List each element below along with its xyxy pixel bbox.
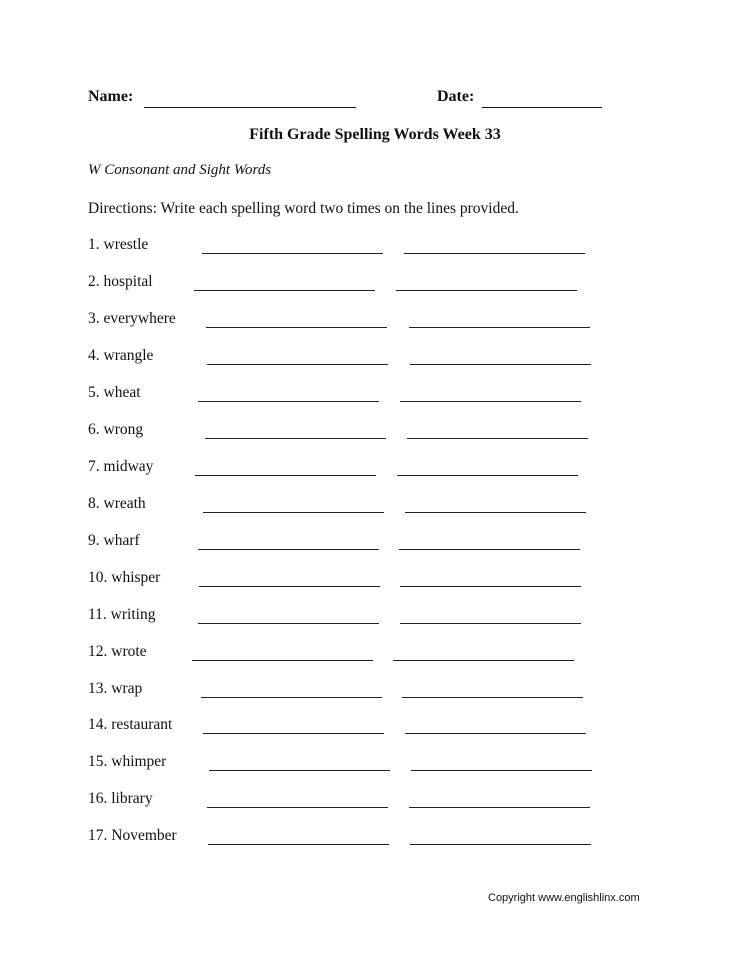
word-row — [88, 569, 648, 593]
directions-text: Directions: Write each spelling word two times on the lines provided. — [88, 200, 519, 217]
writing-line-1 — [205, 438, 386, 439]
word-row — [88, 458, 648, 482]
writing-line-2 — [400, 586, 581, 587]
writing-line-2 — [409, 327, 590, 328]
spelling-word: 1. wrestle — [88, 236, 149, 253]
name-label: Name: — [88, 88, 134, 105]
word-row — [88, 753, 648, 777]
writing-line-1 — [209, 770, 390, 771]
spelling-word: 4. wrangle — [88, 347, 154, 364]
date-label: Date: — [437, 88, 475, 105]
spelling-word: 10. whisper — [88, 569, 161, 586]
spelling-word: 17. November — [88, 827, 177, 844]
writing-line-2 — [405, 733, 586, 734]
writing-line-2 — [399, 549, 580, 550]
writing-line-1 — [207, 364, 388, 365]
writing-line-1 — [195, 475, 376, 476]
writing-line-1 — [192, 660, 373, 661]
spelling-word: 5. wheat — [88, 384, 141, 401]
word-row — [88, 680, 648, 704]
writing-line-1 — [194, 290, 375, 291]
writing-line-2 — [409, 807, 590, 808]
writing-line-1 — [203, 512, 384, 513]
worksheet-title: Fifth Grade Spelling Words Week 33 — [249, 126, 501, 143]
word-row — [88, 606, 648, 630]
writing-line-1 — [207, 807, 388, 808]
writing-line-1 — [206, 327, 387, 328]
word-row — [88, 643, 648, 667]
spelling-word: 9. wharf — [88, 532, 140, 549]
word-row — [88, 273, 648, 297]
spelling-word: 8. wreath — [88, 495, 146, 512]
spelling-word: 13. wrap — [88, 680, 143, 697]
word-row — [88, 236, 648, 260]
word-row — [88, 495, 648, 519]
writing-line-1 — [201, 697, 382, 698]
spelling-word: 14. restaurant — [88, 716, 173, 733]
writing-line-1 — [208, 844, 389, 845]
copyright-text: Copyright www.englishlinx.com — [488, 892, 640, 904]
writing-line-1 — [198, 623, 379, 624]
word-row — [88, 716, 648, 740]
spelling-word: 11. writing — [88, 606, 156, 623]
spelling-word: 12. wrote — [88, 643, 147, 660]
writing-line-1 — [198, 549, 379, 550]
spelling-word: 16. library — [88, 790, 153, 807]
word-row — [88, 384, 648, 408]
writing-line-2 — [400, 623, 581, 624]
word-row — [88, 347, 648, 371]
writing-line-2 — [393, 660, 574, 661]
writing-line-2 — [411, 770, 592, 771]
writing-line-2 — [407, 438, 588, 439]
writing-line-2 — [404, 253, 585, 254]
spelling-word: 3. everywhere — [88, 310, 176, 327]
writing-line-2 — [402, 697, 583, 698]
word-row — [88, 532, 648, 556]
word-row — [88, 421, 648, 445]
spelling-word: 7. midway — [88, 458, 154, 475]
writing-line-2 — [405, 512, 586, 513]
worksheet-subtitle: W Consonant and Sight Words — [88, 162, 272, 178]
word-row — [88, 827, 648, 851]
writing-line-2 — [410, 364, 591, 365]
writing-line-1 — [198, 401, 379, 402]
writing-line-1 — [199, 586, 380, 587]
writing-line-1 — [202, 253, 383, 254]
writing-line-2 — [400, 401, 581, 402]
spelling-word: 15. whimper — [88, 753, 167, 770]
spelling-word: 2. hospital — [88, 273, 153, 290]
writing-line-2 — [396, 290, 577, 291]
writing-line-1 — [203, 733, 384, 734]
word-row — [88, 310, 648, 334]
writing-line-2 — [410, 844, 591, 845]
spelling-word: 6. wrong — [88, 421, 144, 438]
writing-line-2 — [397, 475, 578, 476]
word-row — [88, 790, 648, 814]
